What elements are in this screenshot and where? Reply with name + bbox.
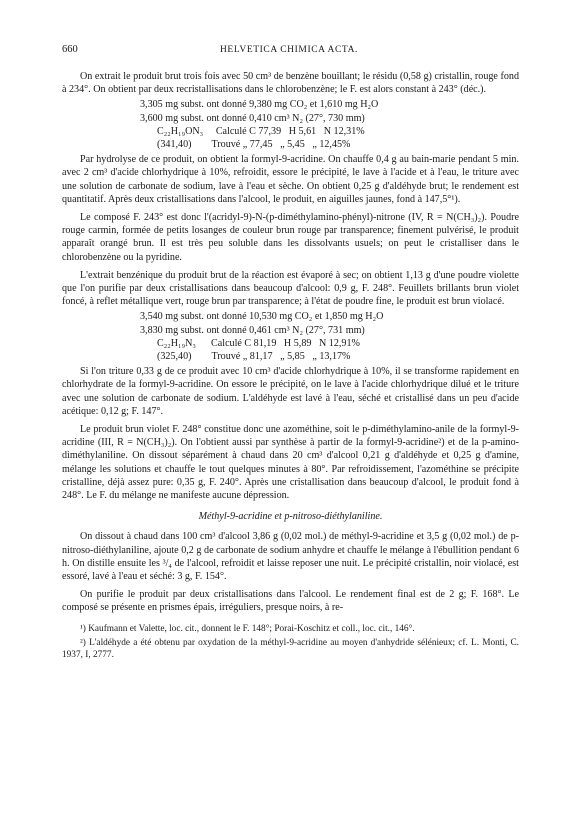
analysis-block — [62, 310, 519, 363]
analysis-line: 3,830 mg subst. ont donné 0,461 cm³ N₂ (27°, 731 mm) — [140, 324, 365, 336]
analysis-block — [62, 98, 519, 151]
page-number: 660 — [62, 44, 78, 55]
section-title: Méthyl-9-acridine et p-nitroso-diéthylaniline. — [198, 511, 383, 523]
footnotes — [62, 623, 519, 661]
analysis-line: (325,40) Trouvé „ 81,17 „ 5,85 „ 13,17% — [157, 350, 351, 362]
paragraph: On dissout à chaud dans 100 cm³ d'alcool 3,86 g (0,02 mol.) de méthyl-9-acridine et 3,5 g (0,02 mol.) de p-nitroso-diéthylaniline, ajoute 0,2 g de carbonate de sodium anhydre et chauffe le mélange à l'ébullition pendant 6 h. On distille ensuite les ³/₄ de l'alcool, refroidit et laisse reposer une nuit. Le précipité cristallin, noir violacé, est essoré, lavé à l'eau et séché: 3 g, F. 154°. — [62, 531, 519, 582]
paragraph: Le produit brun violet F. 248° constitue donc une azométhine, soit le p-diméthylamino-anile de la formyl-9-acridine (III, R = N(CH₃)₂). On l'obtient aussi par synthèse à partir de la formyl-9-acridine²) et de la p-amino-diméthylaniline. On dissout séparément à chaud dans 20 cm³ d'alcool 0,21 g d'aldéhyde et 0,25 g d'amine, mélange les solutions et chauffe le tout quelques minutes à 80°. Par refroidissement, l'azométhine se précipite cristalline, déjà assez pure: 0,35 g, F. 240°. Après une cristallisation dans beaucoup d'alcool, le produit fond à 248°. Le F. du mélange ne manifeste aucune dépression. — [62, 423, 519, 501]
journal-title: HELVETICA CHIMICA ACTA. — [219, 45, 359, 55]
paragraph: L'extrait benzénique du produit brut de la réaction est évaporé à sec; on obtient 1,13 g d'une poudre violette que l'on purifie par deux cristallisations dans beaucoup d'alcool: 0,9 g, F. 248°. Feuillets brillants brun violet foncé, à reflet métallique vert, rouge brun par transparence; à l'état de poudre fine, le produit est brun violacé. — [62, 269, 519, 308]
paragraph: Par hydrolyse de ce produit, on obtient la formyl-9-acridine. On chauffe 0,4 g au bain-marie pendant 5 min. avec 2 cm³ d'acide chlorhydrique à 10%, refroidit, essore le précipité, le lave à l'acide et à l'eau, le triture avec une solution de carbonate de sodium, lave à l'eau et sèche. On obtient 0,25 g d'aldéhyde brut; le rendement est quantitatif. Après deux cristallisations dans l'alcool, le produit, en aiguilles jaunes, fond à 147,5°¹). — [62, 154, 519, 205]
paragraph: On extrait le produit brut trois fois avec 50 cm³ de benzène bouillant; le résidu (0,58 g) cristallin, rouge fond à 234°. On obtient par deux recristallisations dans le chlorobenzène; le F. est alors constant à 243° (déc.). — [62, 71, 519, 96]
analysis-line: C₂₂H₁₉N₃ Calculé C 81,19 H 5,89 N 12,91% — [157, 337, 360, 349]
analysis-line: (341,40) Trouvé „ 77,45 „ 5,45 „ 12,45% — [157, 138, 351, 150]
analysis-line: C₂₂H₁₉ON₃ Calculé C 77,39 H 5,61 N 12,31% — [157, 125, 365, 137]
paragraph: Le composé F. 243° est donc l'(acridyl-9)-N-(p-diméthylamino-phényl)-nitrone (IV, R = N(CH₃)₂). Poudre rouge carmin, formée de petits losanges de couleur brun rouge par transparence; finement pulvérisé, le produit apparaît orangé brun. Il est très peu soluble dans les dissolvants usuels; on peut le cristalliser dans le chlorobenzène ou la pyridine. — [62, 211, 519, 263]
paragraph: On purifie le produit par deux cristallisations dans l'alcool. Le rendement final est de 2 g; F. 168°. Le composé se présente en prismes épais, irréguliers, presque noirs, à re- — [62, 589, 519, 614]
page-body — [62, 70, 519, 661]
analysis-line: 3,540 mg subst. ont donné 10,530 mg CO₂ et 1,850 mg H₂O — [140, 311, 384, 323]
page-header — [62, 44, 516, 58]
footnote: ²) L'aldéhyde a été obtenu par oxydation de la méthyl-9-acridine au moyen d'anhydride sélénieux; cf. L. Monti, C. 1937, I, 2777. — [62, 637, 519, 660]
paragraph: Si l'on triture 0,33 g de ce produit avec 10 cm³ d'acide chlorhydrique à 10%, il se transforme rapidement en chlorhydrate de la formyl-9-acridine. On essore le précipité, on le lave à l'acide chlorhydrique dilué et le triture avec une solution de carbonate de sodium. L'aldéhyde est lavé à l'eau, séché et cristallisé dans un peu d'acide acétique: 0,12 g; F. 147°. — [62, 366, 519, 417]
analysis-line: 3,305 mg subst. ont donné 9,380 mg CO₂ et 1,610 mg H₂O — [140, 99, 379, 111]
footnote: ¹) Kaufmann et Valette, loc. cit., donnent le F. 148°; Porai-Koschitz et coll., loc. cit., 146°. — [80, 623, 415, 634]
analysis-line: 3,600 mg subst. ont donné 0,410 cm³ N₂ (27°, 730 mm) — [140, 112, 365, 124]
